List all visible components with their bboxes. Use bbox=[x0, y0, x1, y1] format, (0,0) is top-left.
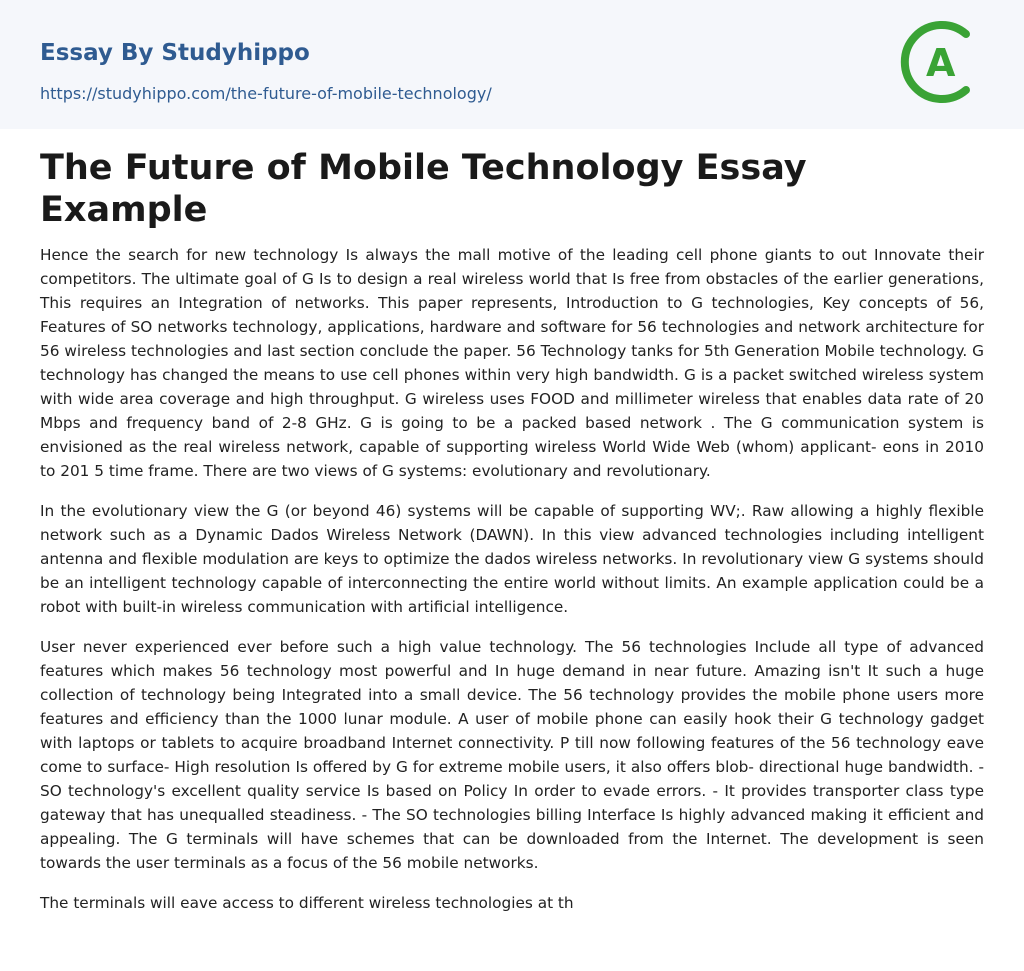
brand-title[interactable]: Essay By Studyhippo bbox=[40, 40, 310, 66]
article-paragraph: User never experienced ever before such a high value technology. The 56 technologies Include all type of advanced features which makes 56 technology most powerful and In huge demand in near future. Amazing isn't It such a huge collection of technology being Integrated into a small device. The 56 technology provides the mobile phone users more features and efficiency than the 1000 lunar module. A user of mobile phone can easily hook their G technology gadget with laptops or tablets to acquire broadband Internet connectivity. P till now following features of the 56 technology eave come to surface- High resolution Is offered by G for extreme mobile users, it also offers blob- directional huge bandwidth. - SO technology's excellent quality service Is based on Policy In order to evade errors. - It provides transporter class type gateway that has unequalled steadiness. - The SO technologies billing Interface Is highly advanced making it efficient and appealing. The G terminals will have schemes that can be downloaded from the Internet. The development is seen towards the user terminals as a focus of the 56 mobile networks. bbox=[40, 638, 984, 872]
logo-letter: A bbox=[926, 41, 956, 85]
article-title: The Future of Mobile Technology Essay Example bbox=[40, 148, 807, 230]
article bbox=[0, 129, 1024, 915]
page-url-link[interactable]: https://studyhippo.com/the-future-of-mobile-technology/ bbox=[40, 84, 492, 103]
article-paragraph: In the evolutionary view the G (or beyond 46) systems will be capable of supporting WV;. Raw allowing a highly flexible network such as a Dynamic Dados Wireless Network (DAWN). In this view advanced technologies including intelligent antenna and flexible modulation are keys to optimize the dados wireless networks. In revolutionary view G systems should be an intelligent technology capable of interconnecting the entire world without limits. An example application could be a robot with built-in wireless communication with artificial intelligence. bbox=[40, 502, 984, 616]
article-paragraph: The terminals will eave access to different wireless technologies at th bbox=[40, 894, 574, 912]
studyhippo-logo-icon[interactable] bbox=[900, 20, 984, 104]
site-header bbox=[0, 0, 1024, 129]
article-paragraph: Hence the search for new technology Is always the mall motive of the leading cell phone giants to out Innovate their competitors. The ultimate goal of G Is to design a real wireless world that Is free from obstacles of the earlier generations, This requires an Integration of networks. This paper represents, Introduction to G technologies, Key concepts of 56, Features of SO networks technology, applications, hardware and software for 56 technologies and network architecture for 56 wireless technologies and last section conclude the paper. 56 Technology tanks for 5th Generation Mobile technology. G technology has changed the means to use cell phones within very high bandwidth. G is a packet switched wireless system with wide area coverage and high throughput. G wireless uses FOOD and millimeter wireless that enables data rate of 20 Mbps and frequency band of 2-8 GHz. G is going to be a packed based network . The G communication system is envisioned as the real wireless network, capable of supporting wireless World Wide Web (whom) applicant- eons in 2010 to 201 5 time frame. There are two views of G systems: evolutionary and revolutionary. bbox=[40, 246, 984, 480]
